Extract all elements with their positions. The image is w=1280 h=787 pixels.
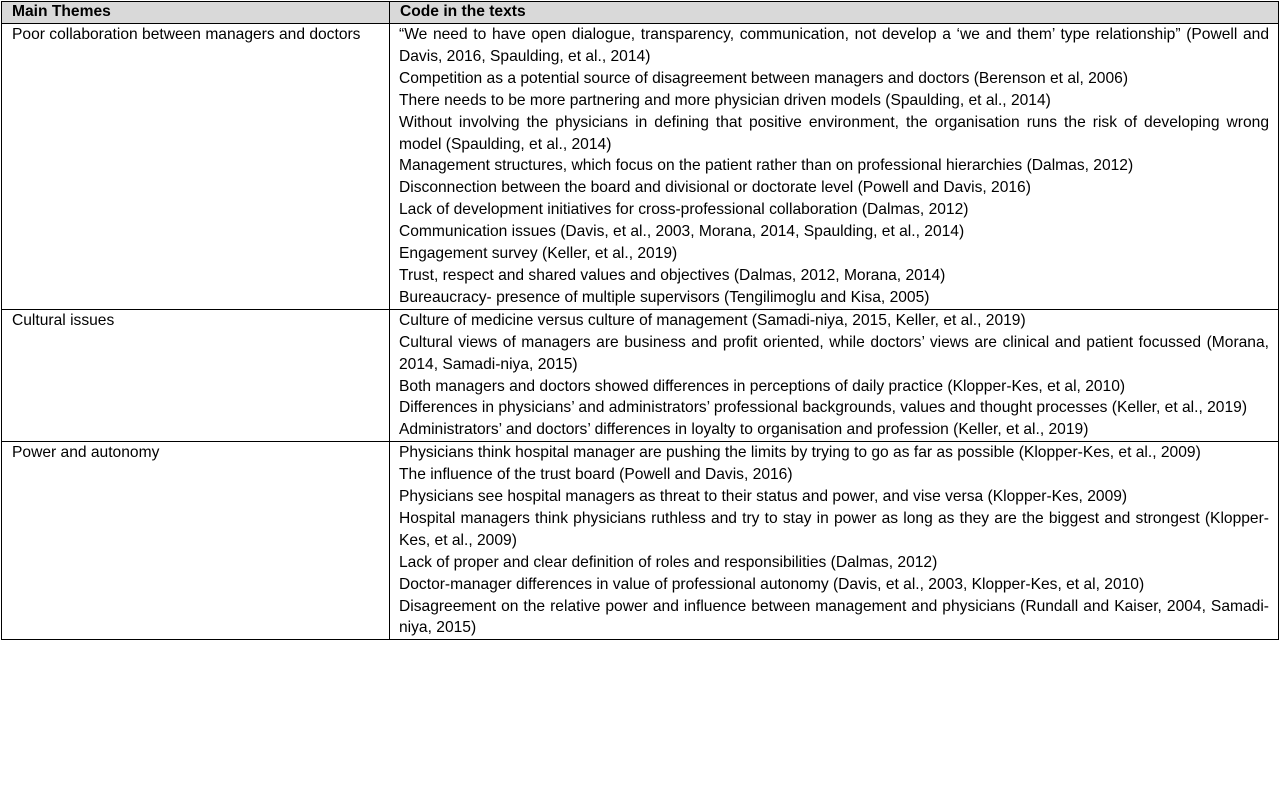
table-row: [2, 24, 1279, 310]
code-item: Disconnection between the board and divisional or doctorate level (Powell and Davis, 2016): [399, 179, 1031, 197]
code-item: Management structures, which focus on the patient rather than on professional hierarchies (Dalmas, 2012): [399, 157, 1134, 175]
header-code-in-texts: Code in the texts: [390, 2, 1279, 24]
codes-cell: [390, 309, 1279, 441]
code-item: Without involving the physicians in defining that positive environment, the organisation runs the risk of developing wrong model (Spaulding, et al., 2014): [399, 113, 1269, 153]
code-item: Lack of proper and clear definition of roles and responsibilities (Dalmas, 2012): [399, 553, 938, 571]
table-header-row: [2, 2, 1279, 24]
code-item: Doctor-manager differences in value of professional autonomy (Davis, et al., 2003, Klopper-Kes, et al, 2010): [399, 575, 1145, 593]
code-item: Physicians see hospital managers as threat to their status and power, and vise versa (Klopper-Kes, 2009): [399, 488, 1128, 506]
code-item: Physicians think hospital manager are pushing the limits by trying to go as far as possible (Klopper-Kes, et al., 2009): [399, 444, 1201, 462]
codes-cell: [390, 24, 1279, 310]
code-item: Culture of medicine versus culture of management (Samadi-niya, 2015, Keller, et al., 2019): [399, 311, 1026, 329]
code-item: There needs to be more partnering and more physician driven models (Spaulding, et al., 2014): [399, 91, 1051, 109]
code-item: Hospital managers think physicians ruthless and try to stay in power as long as they are the biggest and strongest (Klopper-Kes, et al., 2009): [399, 509, 1269, 549]
theme-cell: Cultural issues: [2, 309, 390, 441]
header-main-themes: Main Themes: [2, 2, 390, 24]
codes-cell: [390, 442, 1279, 640]
code-item: Bureaucracy- presence of multiple supervisors (Tengilimoglu and Kisa, 2005): [399, 288, 930, 306]
code-item: Cultural views of managers are business and profit oriented, while doctors’ views are clinical and patient focussed (Morana, 2014, Samadi-niya, 2015): [399, 333, 1269, 373]
code-item: The influence of the trust board (Powell and Davis, 2016): [399, 466, 793, 484]
code-item: “We need to have open dialogue, transparency, communication, not develop a ‘we and them’ type relationship” (Powell and Davis, 2016, Spaulding, et al., 2014): [399, 26, 1269, 65]
code-item: Differences in physicians’ and administrators’ professional backgrounds, values and thought processes (Keller, et al., 2019): [399, 399, 1248, 417]
theme-cell: Power and autonomy: [2, 442, 390, 640]
code-item: Lack of development initiatives for cross-professional collaboration (Dalmas, 2012): [399, 201, 969, 219]
code-item: Engagement survey (Keller, et al., 2019): [399, 245, 678, 263]
code-item: Both managers and doctors showed differences in perceptions of daily practice (Klopper-Kes, et al, 2010): [399, 377, 1126, 395]
table-row: [2, 309, 1279, 441]
code-item: Competition as a potential source of disagreement between managers and doctors (Berenson et al, 2006): [399, 69, 1129, 87]
code-item: Communication issues (Davis, et al., 2003, Morana, 2014, Spaulding, et al., 2014): [399, 223, 965, 241]
theme-cell: Poor collaboration between managers and doctors: [2, 24, 390, 310]
themes-table: [1, 1, 1279, 640]
code-item: Trust, respect and shared values and objectives (Dalmas, 2012, Morana, 2014): [399, 266, 946, 284]
table-row: [2, 442, 1279, 640]
code-item: Administrators’ and doctors’ differences in loyalty to organisation and profession (Keller, et al., 2019): [399, 421, 1089, 439]
code-item: Disagreement on the relative power and influence between management and physicians (Rundall and Kaiser, 2004, Samadi-niya, 2015): [399, 597, 1269, 637]
